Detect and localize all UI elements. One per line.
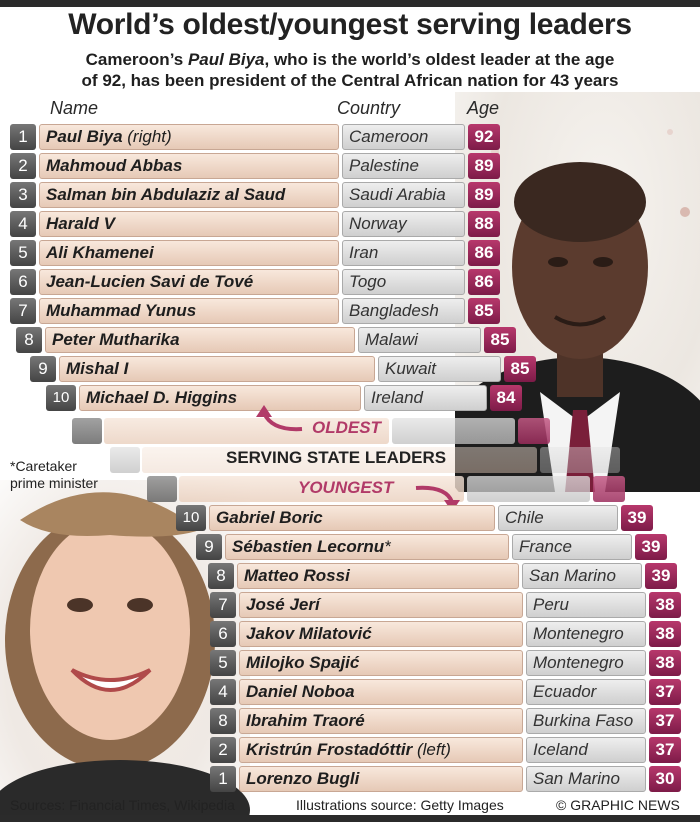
header-age: Age	[467, 98, 500, 118]
rank-number: 9	[30, 356, 56, 382]
country-name: San Marino	[522, 563, 642, 589]
rank-number: 7	[210, 592, 236, 618]
leader-name	[237, 563, 519, 589]
country-name: Montenegro	[526, 650, 646, 676]
country-name: Saudi Arabia	[342, 182, 465, 208]
leader-name-text: Harald V	[46, 214, 115, 233]
leader-name-text: Michael D. Higgins	[86, 388, 238, 407]
bottom-rule	[0, 815, 700, 822]
rank-number: 8	[208, 563, 234, 589]
rank-number: 4	[210, 679, 236, 705]
leader-name	[239, 679, 523, 705]
transition-bar-age	[518, 418, 550, 444]
top-rule	[0, 0, 700, 7]
age-badge: 84	[490, 385, 522, 411]
rank-number: 5	[10, 240, 36, 266]
leader-name-text: Matteo Rossi	[244, 566, 350, 585]
age-badge: 39	[621, 505, 653, 531]
youngest-leader-row	[210, 708, 681, 734]
rank-number: 2	[10, 153, 36, 179]
leader-note: (right)	[122, 127, 172, 146]
transition-bar-rank	[147, 476, 177, 502]
leader-name-text: Sébastien Lecornu	[232, 537, 385, 556]
country-name: Ecuador	[526, 679, 646, 705]
leader-name-text: Jean-Lucien Savi de Tové	[46, 272, 254, 291]
age-badge: 86	[468, 240, 500, 266]
leader-name-text: Ali Khamenei	[46, 243, 154, 262]
leader-name-text: Milojko Spajić	[246, 653, 360, 672]
leader-name	[79, 385, 361, 411]
youngest-leader-row	[210, 766, 681, 792]
rank-number: 7	[10, 298, 36, 324]
country-name: Burkina Faso	[526, 708, 646, 734]
serving-state-leaders-label: SERVING STATE LEADERS	[226, 448, 447, 467]
oldest-leader-row	[16, 327, 516, 353]
transition-bar-rank	[72, 418, 102, 444]
oldest-leader-row	[10, 240, 500, 266]
country-name: Iran	[342, 240, 465, 266]
rank-number: 6	[210, 621, 236, 647]
country-name: France	[512, 534, 632, 560]
country-name: Bangladesh	[342, 298, 465, 324]
youngest-leader-row	[176, 505, 649, 531]
transition-bar-rank	[110, 447, 140, 473]
oldest-label: OLDEST	[312, 418, 381, 437]
leader-name	[239, 737, 523, 763]
leader-name	[39, 153, 339, 179]
footer-illustrations: Illustrations source: Getty Images	[296, 797, 504, 813]
oldest-leader-row	[10, 298, 500, 324]
country-name: Ireland	[364, 385, 487, 411]
age-badge: 86	[468, 269, 500, 295]
age-badge: 92	[468, 124, 500, 150]
leader-name-text: Gabriel Boric	[216, 508, 323, 527]
leader-name-text: Muhammad Yunus	[46, 301, 197, 320]
header-country: Country	[337, 98, 401, 118]
age-badge: 37	[649, 708, 681, 734]
leader-name-text: Mahmoud Abbas	[46, 156, 183, 175]
transition-bar-age	[593, 476, 625, 502]
leader-name-text: Lorenzo Bugli	[246, 769, 360, 788]
leader-name	[45, 327, 355, 353]
rank-number: 10	[176, 505, 206, 531]
rank-number: 10	[46, 385, 76, 411]
oldest-leader-row	[10, 153, 500, 179]
country-name: Norway	[342, 211, 465, 237]
age-badge: 38	[649, 650, 681, 676]
leader-name	[239, 592, 523, 618]
youngest-leader-row	[196, 534, 667, 560]
leader-name-text: José Jerí	[246, 595, 320, 614]
leader-name	[39, 240, 339, 266]
age-badge: 85	[484, 327, 516, 353]
rank-number: 4	[10, 211, 36, 237]
age-badge: 39	[635, 534, 667, 560]
age-badge: 39	[645, 563, 677, 589]
rank-number: 3	[10, 182, 36, 208]
leader-name-text: Daniel Noboa	[246, 682, 355, 701]
oldest-leader-row	[30, 356, 536, 382]
leader-name-text: Jakov Milatović	[246, 624, 372, 643]
leader-name	[39, 124, 339, 150]
subtitle-line-1: Cameroon’s Paul Biya, who is the world’s oldest leader at the age	[85, 50, 615, 69]
caretaker-footnote: *Caretaker prime minister	[10, 458, 98, 491]
country-name: Peru	[526, 592, 646, 618]
age-badge: 88	[468, 211, 500, 237]
rank-number: 8	[16, 327, 42, 353]
transition-bar-country	[540, 447, 620, 473]
age-badge: 89	[468, 182, 500, 208]
leader-name-text: Mishal I	[66, 359, 129, 378]
oldest-arrow-icon	[250, 405, 310, 439]
country-name: Togo	[342, 269, 465, 295]
page-title: World’s oldest/youngest serving leaders	[68, 8, 632, 41]
leader-name-text: Ibrahim Traoré	[246, 711, 365, 730]
youngest-leader-row	[210, 737, 681, 763]
leader-name	[39, 211, 339, 237]
leader-name	[209, 505, 495, 531]
country-name: Kuwait	[378, 356, 501, 382]
leader-name-text: Salman bin Abdulaziz al Saud	[46, 185, 286, 204]
oldest-leader-row	[10, 269, 500, 295]
leader-name	[59, 356, 375, 382]
rank-number: 6	[10, 269, 36, 295]
age-badge: 38	[649, 621, 681, 647]
transition-bar-country	[467, 476, 590, 502]
leader-note: *	[384, 537, 391, 556]
oldest-leader-row	[10, 124, 500, 150]
country-name: Palestine	[342, 153, 465, 179]
transition-bar-country	[392, 418, 515, 444]
country-name: Montenegro	[526, 621, 646, 647]
country-name: San Marino	[526, 766, 646, 792]
leader-name	[239, 766, 523, 792]
leader-name-text: Paul Biya	[46, 127, 123, 146]
leader-note: (left)	[412, 740, 451, 759]
age-badge: 38	[649, 592, 681, 618]
footer-sources: Sources: Financial Times, Wikipedia	[10, 797, 235, 813]
header-name: Name	[50, 98, 99, 118]
leader-name	[39, 182, 339, 208]
country-name: Malawi	[358, 327, 481, 353]
rank-number: 1	[10, 124, 36, 150]
country-name: Cameroon	[342, 124, 465, 150]
youngest-label: YOUNGEST	[298, 478, 394, 497]
subtitle-line-2: of 92, has been president of the Central African nation for 43 years	[81, 71, 619, 90]
rank-number: 1	[210, 766, 236, 792]
subtitle	[10, 49, 690, 91]
youngest-leader-row	[210, 650, 681, 676]
oldest-leader-row	[10, 182, 500, 208]
youngest-leader-row	[210, 621, 681, 647]
leader-name	[239, 708, 523, 734]
age-badge: 30	[649, 766, 681, 792]
rank-number: 2	[210, 737, 236, 763]
country-name: Iceland	[526, 737, 646, 763]
leader-name-text: Kristrún Frostadóttir	[246, 740, 413, 759]
rank-number: 5	[210, 650, 236, 676]
age-badge: 85	[468, 298, 500, 324]
youngest-leader-row	[210, 679, 681, 705]
country-name: Chile	[498, 505, 618, 531]
rank-number: 8	[210, 708, 236, 734]
age-badge: 37	[649, 737, 681, 763]
age-badge: 37	[649, 679, 681, 705]
leader-name-text: Peter Mutharika	[52, 330, 180, 349]
leader-name	[239, 621, 523, 647]
leader-name	[39, 298, 339, 324]
age-badge: 89	[468, 153, 500, 179]
leader-name	[225, 534, 509, 560]
leader-name	[239, 650, 523, 676]
rank-number: 9	[196, 534, 222, 560]
age-badge: 85	[504, 356, 536, 382]
subtitle-highlight-name: Paul Biya	[187, 50, 265, 69]
youngest-leader-row	[208, 563, 677, 589]
leader-name	[39, 269, 339, 295]
oldest-leader-row	[10, 211, 500, 237]
youngest-leader-row	[210, 592, 681, 618]
footer-credit: © GRAPHIC NEWS	[556, 797, 680, 813]
